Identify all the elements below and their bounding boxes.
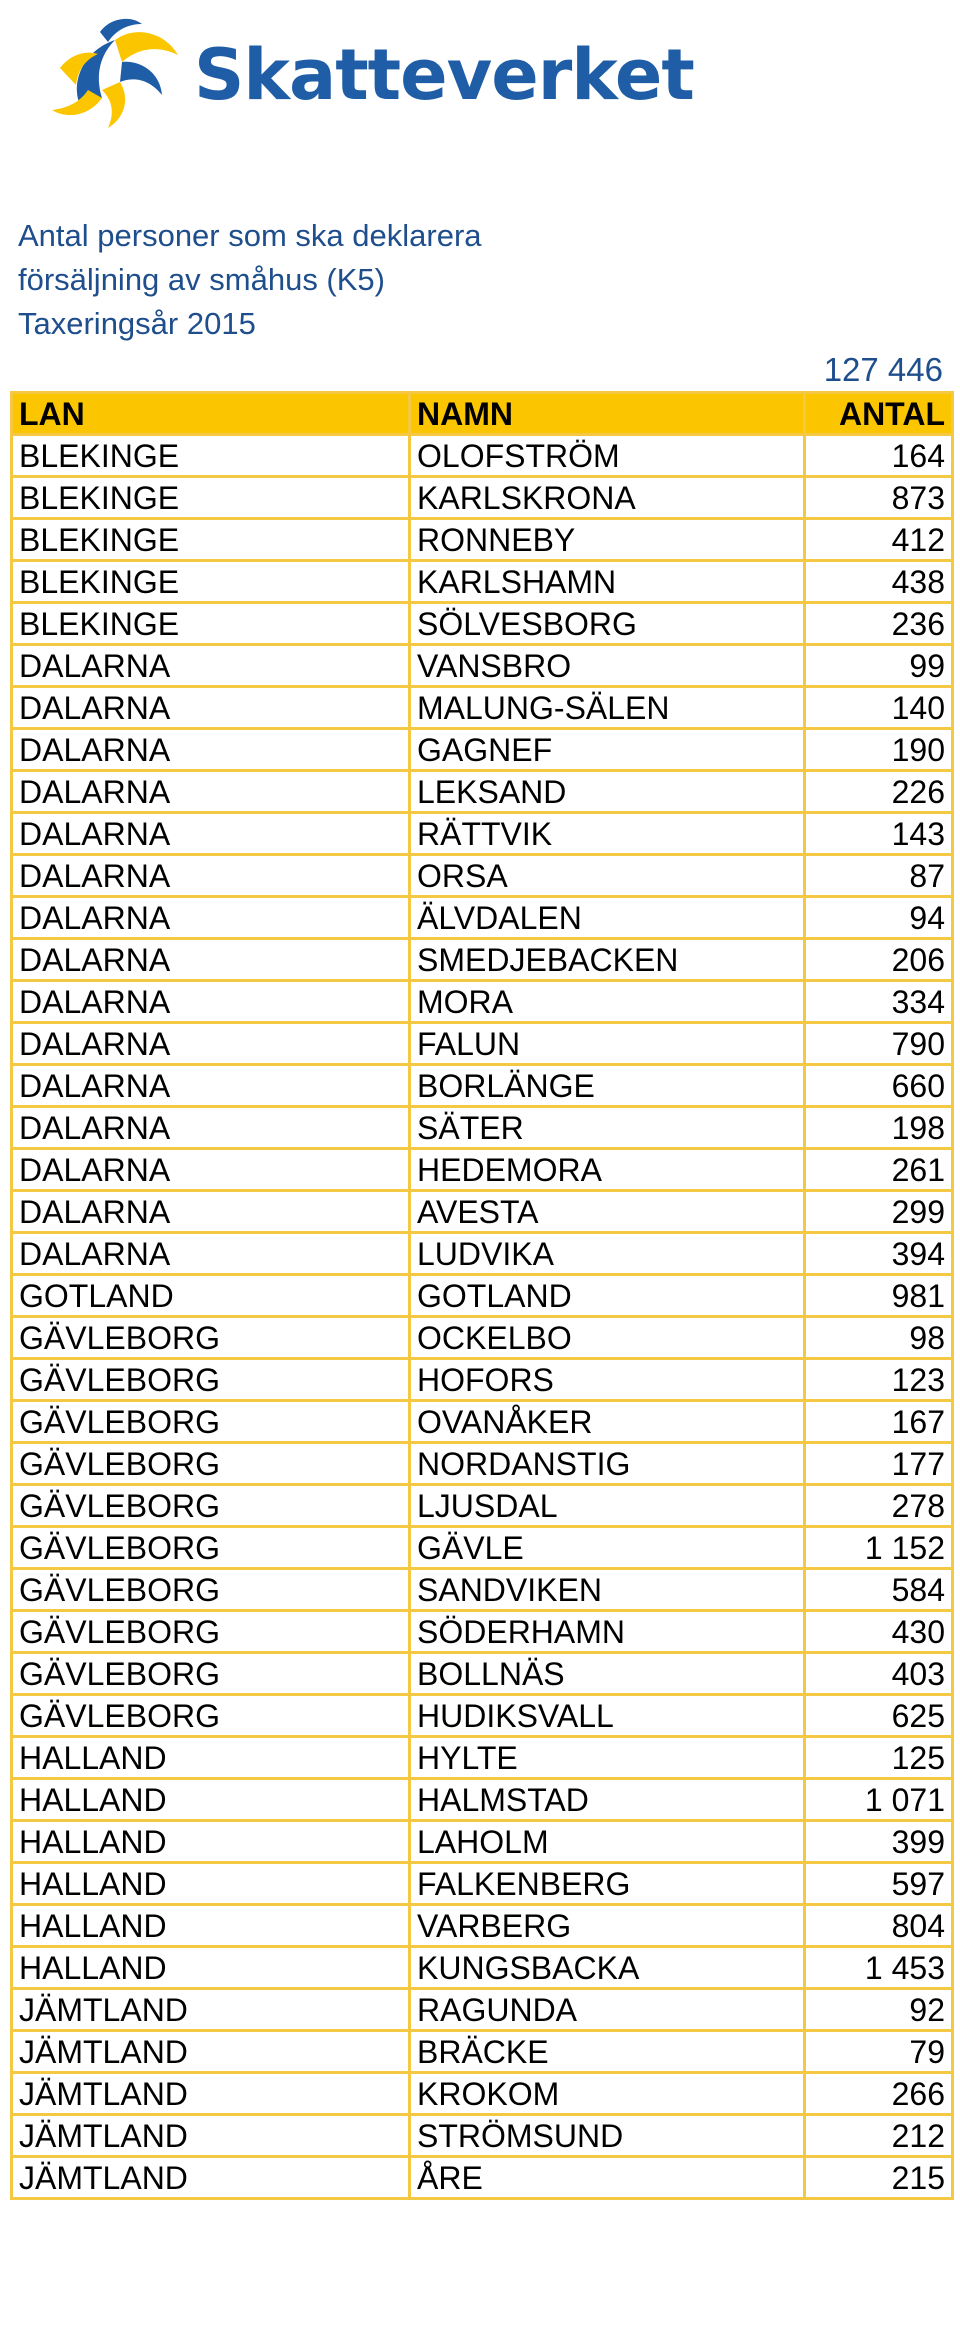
cell-antal: 215 [805, 2157, 953, 2199]
cell-antal: 79 [805, 2031, 953, 2073]
table-row [12, 729, 953, 771]
table-row [12, 897, 953, 939]
table-row [12, 939, 953, 981]
cell-namn: OCKELBO [410, 1317, 805, 1359]
cell-namn: AVESTA [410, 1191, 805, 1233]
cell-lan: DALARNA [12, 729, 410, 771]
cell-lan: HALLAND [12, 1779, 410, 1821]
cell-lan: BLEKINGE [12, 603, 410, 645]
cell-antal: 94 [805, 897, 953, 939]
table-row [12, 1065, 953, 1107]
table-row [12, 1737, 953, 1779]
cell-antal: 1 071 [805, 1779, 953, 1821]
title-line-1: Antal personer som ska deklarera [18, 218, 482, 253]
cell-namn: HYLTE [410, 1737, 805, 1779]
cell-antal: 1 453 [805, 1947, 953, 1989]
cell-antal: 660 [805, 1065, 953, 1107]
cell-namn: OLOFSTRÖM [410, 435, 805, 477]
table-row [12, 435, 953, 477]
cell-antal: 394 [805, 1233, 953, 1275]
cell-namn: VARBERG [410, 1905, 805, 1947]
cell-lan: JÄMTLAND [12, 2157, 410, 2199]
table-row [12, 1149, 953, 1191]
cell-antal: 177 [805, 1443, 953, 1485]
cell-antal: 123 [805, 1359, 953, 1401]
cell-antal: 804 [805, 1905, 953, 1947]
cell-namn: SÖDERHAMN [410, 1611, 805, 1653]
cell-antal: 266 [805, 2073, 953, 2115]
cell-lan: GÄVLEBORG [12, 1443, 410, 1485]
table-row [12, 1863, 953, 1905]
cell-antal: 198 [805, 1107, 953, 1149]
cell-namn: KARLSHAMN [410, 561, 805, 603]
skatteverket-logo [40, 10, 694, 140]
cell-lan: DALARNA [12, 897, 410, 939]
cell-namn: BORLÄNGE [410, 1065, 805, 1107]
cell-antal: 625 [805, 1695, 953, 1737]
cell-lan: DALARNA [12, 1107, 410, 1149]
table-row [12, 2073, 953, 2115]
cell-antal: 597 [805, 1863, 953, 1905]
table-row [12, 1233, 953, 1275]
table-row [12, 1695, 953, 1737]
cell-namn: ÅRE [410, 2157, 805, 2199]
cell-antal: 584 [805, 1569, 953, 1611]
cell-antal: 790 [805, 1023, 953, 1065]
cell-antal: 190 [805, 729, 953, 771]
cell-lan: DALARNA [12, 1023, 410, 1065]
cell-namn: SANDVIKEN [410, 1569, 805, 1611]
cell-lan: GÄVLEBORG [12, 1359, 410, 1401]
cell-namn: STRÖMSUND [410, 2115, 805, 2157]
cell-lan: JÄMTLAND [12, 1989, 410, 2031]
table-header-row [12, 393, 953, 435]
cell-lan: DALARNA [12, 645, 410, 687]
skatteverket-logo-icon [40, 10, 190, 140]
cell-namn: LEKSAND [410, 771, 805, 813]
table-row [12, 603, 953, 645]
table-row [12, 1191, 953, 1233]
cell-antal: 92 [805, 1989, 953, 2031]
cell-namn: KUNGSBACKA [410, 1947, 805, 1989]
table-row [12, 1485, 953, 1527]
cell-antal: 412 [805, 519, 953, 561]
cell-antal: 98 [805, 1317, 953, 1359]
cell-namn: RONNEBY [410, 519, 805, 561]
cell-lan: DALARNA [12, 1149, 410, 1191]
table-row [12, 477, 953, 519]
cell-namn: SÖLVESBORG [410, 603, 805, 645]
cell-lan: HALLAND [12, 1905, 410, 1947]
table-row [12, 771, 953, 813]
table-row [12, 1989, 953, 2031]
table-row [12, 813, 953, 855]
cell-lan: GÄVLEBORG [12, 1401, 410, 1443]
cell-namn: HUDIKSVALL [410, 1695, 805, 1737]
table-row [12, 1779, 953, 1821]
table-row [12, 1359, 953, 1401]
cell-namn: LAHOLM [410, 1821, 805, 1863]
cell-namn: HALMSTAD [410, 1779, 805, 1821]
cell-namn: ORSA [410, 855, 805, 897]
cell-namn: HOFORS [410, 1359, 805, 1401]
cell-antal: 212 [805, 2115, 953, 2157]
cell-antal: 87 [805, 855, 953, 897]
cell-lan: BLEKINGE [12, 477, 410, 519]
table-row [12, 645, 953, 687]
table-row [12, 1611, 953, 1653]
cell-lan: HALLAND [12, 1737, 410, 1779]
cell-namn: BOLLNÄS [410, 1653, 805, 1695]
table-row [12, 1905, 953, 1947]
title-line-2: försäljning av småhus (K5) [18, 262, 385, 297]
cell-namn: FALUN [410, 1023, 805, 1065]
table-row [12, 1443, 953, 1485]
header-antal: ANTAL [805, 393, 953, 435]
cell-namn: GÄVLE [410, 1527, 805, 1569]
cell-lan: GÄVLEBORG [12, 1611, 410, 1653]
cell-lan: GÄVLEBORG [12, 1653, 410, 1695]
cell-antal: 236 [805, 603, 953, 645]
cell-antal: 873 [805, 477, 953, 519]
table-row [12, 519, 953, 561]
cell-lan: BLEKINGE [12, 561, 410, 603]
cell-lan: DALARNA [12, 813, 410, 855]
table-row [12, 2157, 953, 2199]
cell-lan: DALARNA [12, 939, 410, 981]
table-row [12, 687, 953, 729]
table-row [12, 981, 953, 1023]
cell-namn: MORA [410, 981, 805, 1023]
cell-namn: KROKOM [410, 2073, 805, 2115]
cell-lan: DALARNA [12, 855, 410, 897]
cell-lan: DALARNA [12, 771, 410, 813]
cell-lan: JÄMTLAND [12, 2031, 410, 2073]
table-row [12, 1821, 953, 1863]
header-lan: LAN [12, 393, 410, 435]
table-row [12, 1401, 953, 1443]
cell-lan: HALLAND [12, 1863, 410, 1905]
table-row [12, 1317, 953, 1359]
cell-antal: 143 [805, 813, 953, 855]
cell-antal: 140 [805, 687, 953, 729]
table-row [12, 1527, 953, 1569]
table-row [12, 1947, 953, 1989]
cell-namn: SMEDJEBACKEN [410, 939, 805, 981]
table-row [12, 1107, 953, 1149]
table-row [12, 855, 953, 897]
cell-namn: RÄTTVIK [410, 813, 805, 855]
cell-antal: 403 [805, 1653, 953, 1695]
logo-wordmark: Skatteverket [194, 34, 694, 116]
cell-lan: BLEKINGE [12, 519, 410, 561]
cell-namn: RAGUNDA [410, 1989, 805, 2031]
cell-antal: 299 [805, 1191, 953, 1233]
cell-antal: 206 [805, 939, 953, 981]
title-line-3: Taxeringsår 2015 [18, 306, 256, 341]
cell-lan: DALARNA [12, 1233, 410, 1275]
cell-namn: HEDEMORA [410, 1149, 805, 1191]
cell-lan: DALARNA [12, 1191, 410, 1233]
table-row [12, 1023, 953, 1065]
cell-antal: 226 [805, 771, 953, 813]
cell-namn: ÄLVDALEN [410, 897, 805, 939]
table-row [12, 1653, 953, 1695]
municipality-table [10, 391, 954, 2200]
cell-namn: SÄTER [410, 1107, 805, 1149]
cell-namn: VANSBRO [410, 645, 805, 687]
cell-antal: 981 [805, 1275, 953, 1317]
cell-namn: FALKENBERG [410, 1863, 805, 1905]
cell-lan: GÄVLEBORG [12, 1569, 410, 1611]
grand-total: 127 446 [823, 351, 943, 388]
cell-lan: GÄVLEBORG [12, 1695, 410, 1737]
table-row [12, 2115, 953, 2157]
cell-antal: 164 [805, 435, 953, 477]
cell-namn: LUDVIKA [410, 1233, 805, 1275]
table-row [12, 1275, 953, 1317]
cell-namn: BRÄCKE [410, 2031, 805, 2073]
cell-antal: 261 [805, 1149, 953, 1191]
cell-namn: GOTLAND [410, 1275, 805, 1317]
cell-namn: OVANÅKER [410, 1401, 805, 1443]
cell-antal: 125 [805, 1737, 953, 1779]
cell-namn: MALUNG-SÄLEN [410, 687, 805, 729]
cell-antal: 334 [805, 981, 953, 1023]
cell-lan: HALLAND [12, 1821, 410, 1863]
cell-lan: BLEKINGE [12, 435, 410, 477]
cell-antal: 167 [805, 1401, 953, 1443]
cell-lan: GOTLAND [12, 1275, 410, 1317]
table-row [12, 2031, 953, 2073]
cell-namn: LJUSDAL [410, 1485, 805, 1527]
cell-lan: JÄMTLAND [12, 2073, 410, 2115]
cell-namn: NORDANSTIG [410, 1443, 805, 1485]
cell-antal: 99 [805, 645, 953, 687]
cell-namn: KARLSKRONA [410, 477, 805, 519]
cell-antal: 278 [805, 1485, 953, 1527]
cell-antal: 430 [805, 1611, 953, 1653]
cell-lan: GÄVLEBORG [12, 1485, 410, 1527]
cell-lan: GÄVLEBORG [12, 1527, 410, 1569]
document-title [18, 214, 482, 346]
cell-lan: DALARNA [12, 981, 410, 1023]
header-namn: NAMN [410, 393, 805, 435]
cell-lan: DALARNA [12, 1065, 410, 1107]
cell-lan: GÄVLEBORG [12, 1317, 410, 1359]
cell-lan: DALARNA [12, 687, 410, 729]
table-row [12, 561, 953, 603]
cell-antal: 1 152 [805, 1527, 953, 1569]
cell-lan: HALLAND [12, 1947, 410, 1989]
cell-antal: 399 [805, 1821, 953, 1863]
table-row [12, 1569, 953, 1611]
cell-namn: GAGNEF [410, 729, 805, 771]
cell-lan: JÄMTLAND [12, 2115, 410, 2157]
cell-antal: 438 [805, 561, 953, 603]
